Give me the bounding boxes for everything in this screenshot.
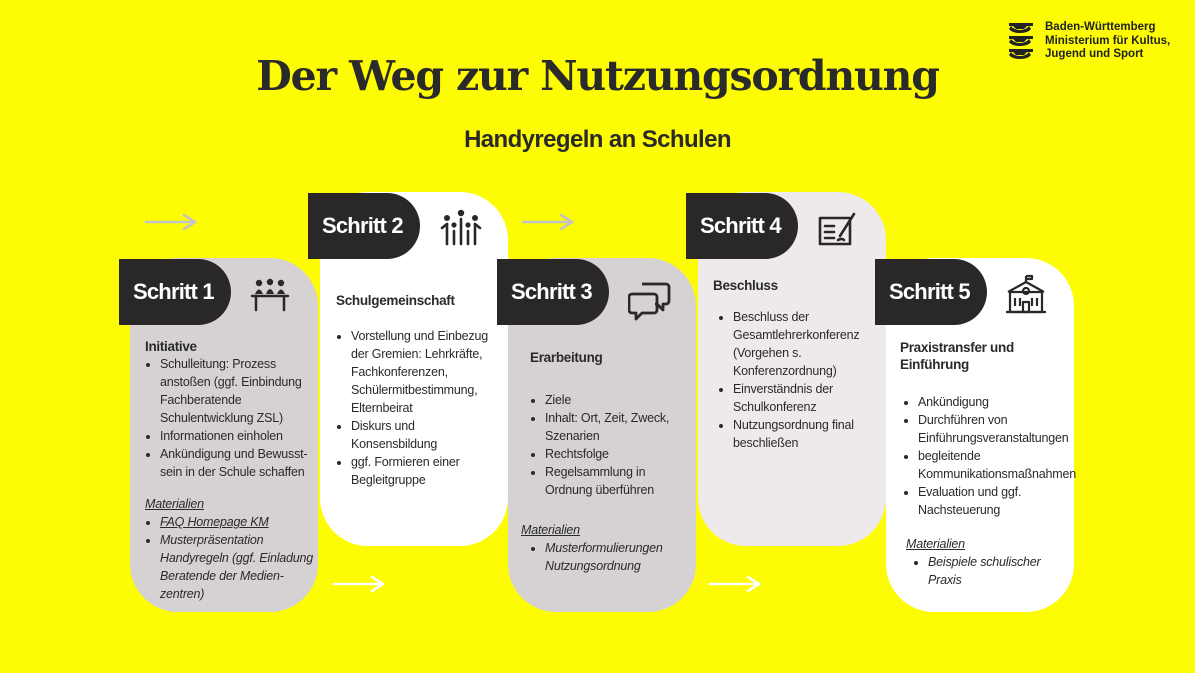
speech-bubbles-icon: [628, 278, 672, 322]
arrow-right-icon: [332, 574, 388, 594]
list-item: • Beispiele schulischer Praxis: [928, 553, 1072, 589]
step-5-badge: Schritt 5: [875, 259, 987, 325]
group-people-icon: [439, 206, 483, 250]
list-item: • Vorstellung und Einbezug der Gremien: Lehrkräfte, Fachkonferenzen, Schülermitbestimmung, Elternbeirat: [351, 327, 498, 417]
list-item: • Musterpräsentation Handyregeln (ggf. Einladung Beratende der Medien-zentren): [160, 531, 315, 603]
step-heading: Erarbeitung: [530, 350, 603, 365]
list-item: • Durchführen von Einführungsveranstaltungen: [918, 411, 1072, 447]
list-item: • Rechtsfolge: [545, 445, 690, 463]
step-heading: Schulgemeinschaft: [336, 293, 455, 308]
step-list: [336, 327, 498, 489]
list-item: • Musterformulierungen Nutzungsordnung: [545, 539, 690, 575]
list-item: • Ziele: [545, 391, 690, 409]
list-item: • Schulleitung: Prozess anstoßen (ggf. Einbindung Fachberatende Schulentwicklung ZSL): [160, 355, 315, 427]
list-item: • Evaluation und ggf. Nachsteuerung: [918, 483, 1072, 519]
arrow-right-icon: [708, 574, 764, 594]
list-item: • begleitende Kommunikationsmaßnahmen: [918, 447, 1072, 483]
step-4-badge: Schritt 4: [686, 193, 798, 259]
step-2-badge: Schritt 2: [308, 193, 420, 259]
step-heading: Praxistransfer und Einführung: [900, 340, 1014, 372]
step-4-content: [713, 277, 877, 452]
list-item: • Einverständnis der Schulkonferenz: [733, 380, 877, 416]
step-1-badge: Schritt 1: [119, 259, 231, 325]
materials-list: [145, 513, 315, 603]
logo-line: Jugend und Sport: [1045, 48, 1144, 60]
materials-list: [530, 539, 690, 575]
step-heading: Beschluss: [713, 278, 778, 293]
step-5-content: [900, 339, 1076, 589]
step-1-content: [145, 338, 315, 603]
document-sign-icon: [816, 208, 860, 252]
arrow-right-icon: [144, 212, 200, 232]
list-item: • Diskurs und Konsensbildung: [351, 417, 498, 453]
list-item: • Beschluss der Gesamtlehrerkonferenz (Vorgehen s. Konferenzordnung): [733, 308, 877, 380]
list-item: • Inhalt: Ort, Zeit, Zweck, Szenarien: [545, 409, 690, 445]
step-2-content: [336, 292, 498, 489]
list-item: • Informationen einholen: [160, 427, 315, 445]
list-item: • Nutzungsordnung final beschließen: [733, 416, 877, 452]
arrow-right-icon: [521, 212, 577, 232]
materials-list: [900, 553, 1072, 589]
step-list: [530, 391, 690, 499]
materials-link[interactable]: • FAQ Homepage KM: [160, 513, 315, 531]
meeting-table-icon: [248, 274, 292, 318]
materials-label: Materialien: [906, 537, 965, 551]
logo-line: Ministerium für Kultus,: [1045, 34, 1171, 47]
step-heading: Initiative: [145, 339, 197, 354]
logo-line: Baden-Württemberg: [1045, 21, 1156, 33]
step-3-content: [521, 349, 690, 575]
list-item: • Ankündigung und Bewusst-sein in der Schule schaffen: [160, 445, 315, 481]
materials-label: Materialien: [145, 497, 204, 511]
list-item: • ggf. Formieren einer Begleitgruppe: [351, 453, 498, 489]
step-list: [145, 355, 315, 481]
page-title: Der Weg zur Nutzungsordnung: [256, 52, 939, 100]
page-subtitle: Handyregeln an Schulen: [464, 126, 731, 153]
school-building-icon: [1004, 274, 1048, 318]
materials-label: Materialien: [521, 523, 580, 537]
list-item: • Regelsammlung in Ordnung überführen: [545, 463, 690, 499]
list-item: • Ankündigung: [918, 393, 1072, 411]
step-list: [713, 308, 877, 452]
step-3-badge: Schritt 3: [497, 259, 609, 325]
step-list: [900, 393, 1076, 519]
